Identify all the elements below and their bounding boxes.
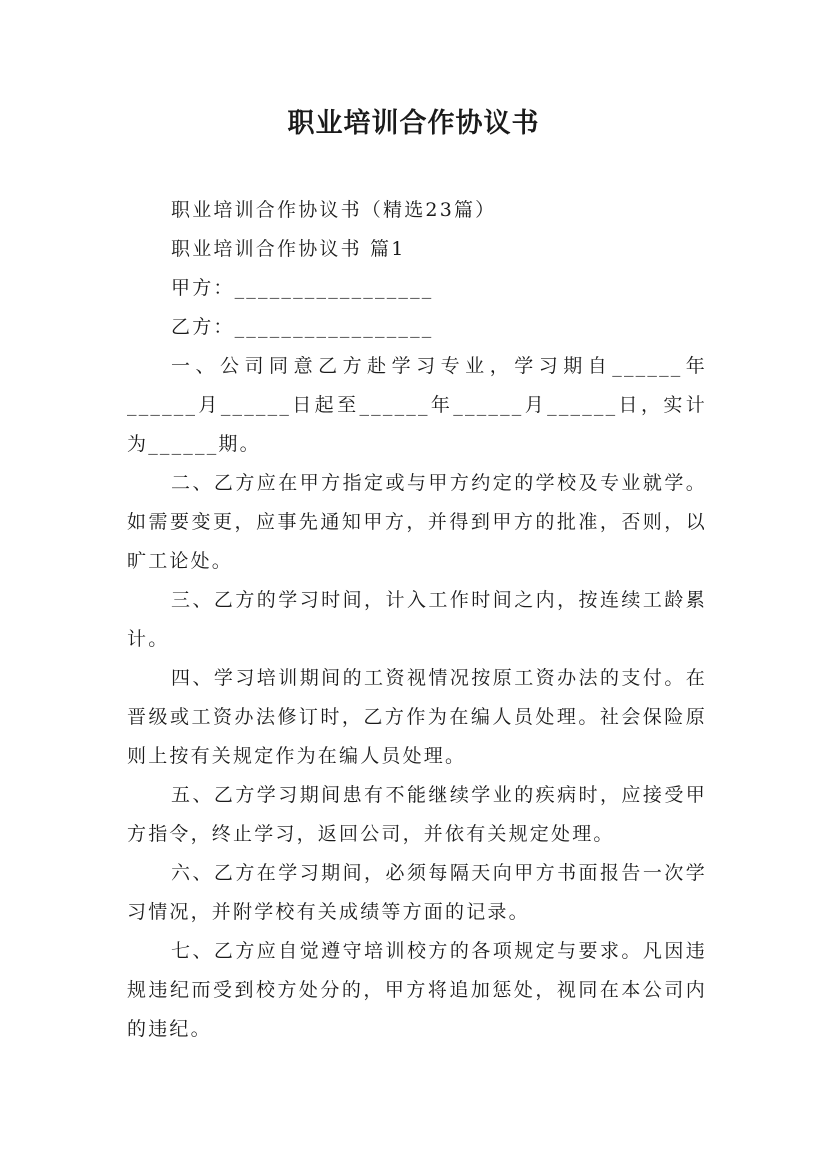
subtitle-line: 职业培训合作协议书（精选23篇） [171,199,497,221]
clause-7: 七、乙方应自觉遵守培训校方的各项规定与要求。凡因违规违纪而受到校方处分的，甲方将追加惩处，视同在本公司内的违纪。 [127,940,707,1040]
clause-3: 三、乙方的学习时间，计入工作时间之内，按连续工龄累计。 [127,589,707,650]
clause-4: 四、学习培训期间的工资视情况按原工资办法的支付。在晋级或工资办法修订时，乙方作为在编人员处理。社会保险原则上按有关规定作为在编人员处理。 [127,667,707,767]
clause-5: 五、乙方学习期间患有不能继续学业的疾病时，应接受甲方指令，终止学习，返回公司，并依有关规定处理。 [127,784,707,845]
clause-1: 一、公司同意乙方赴学习专业，学习期自______年______月______日起至______年______月______日，实计为______期。 [127,355,707,455]
clause-6: 六、乙方在学习期间，必须每隔天向甲方书面报告一次学习情况，并附学校有关成绩等方面的记录。 [127,862,707,923]
section-heading: 职业培训合作协议书 篇1 [171,238,406,260]
document-body [127,191,707,1049]
party-b-line: 乙方：_________________ [171,316,434,338]
party-a-line: 甲方：_________________ [171,277,434,299]
clause-2: 二、乙方应在甲方指定或与甲方约定的学校及专业就学。如需要变更，应事先通知甲方，并得到甲方的批准，否则，以旷工论处。 [127,472,707,572]
document-title: 职业培训合作协议书 [287,108,540,139]
